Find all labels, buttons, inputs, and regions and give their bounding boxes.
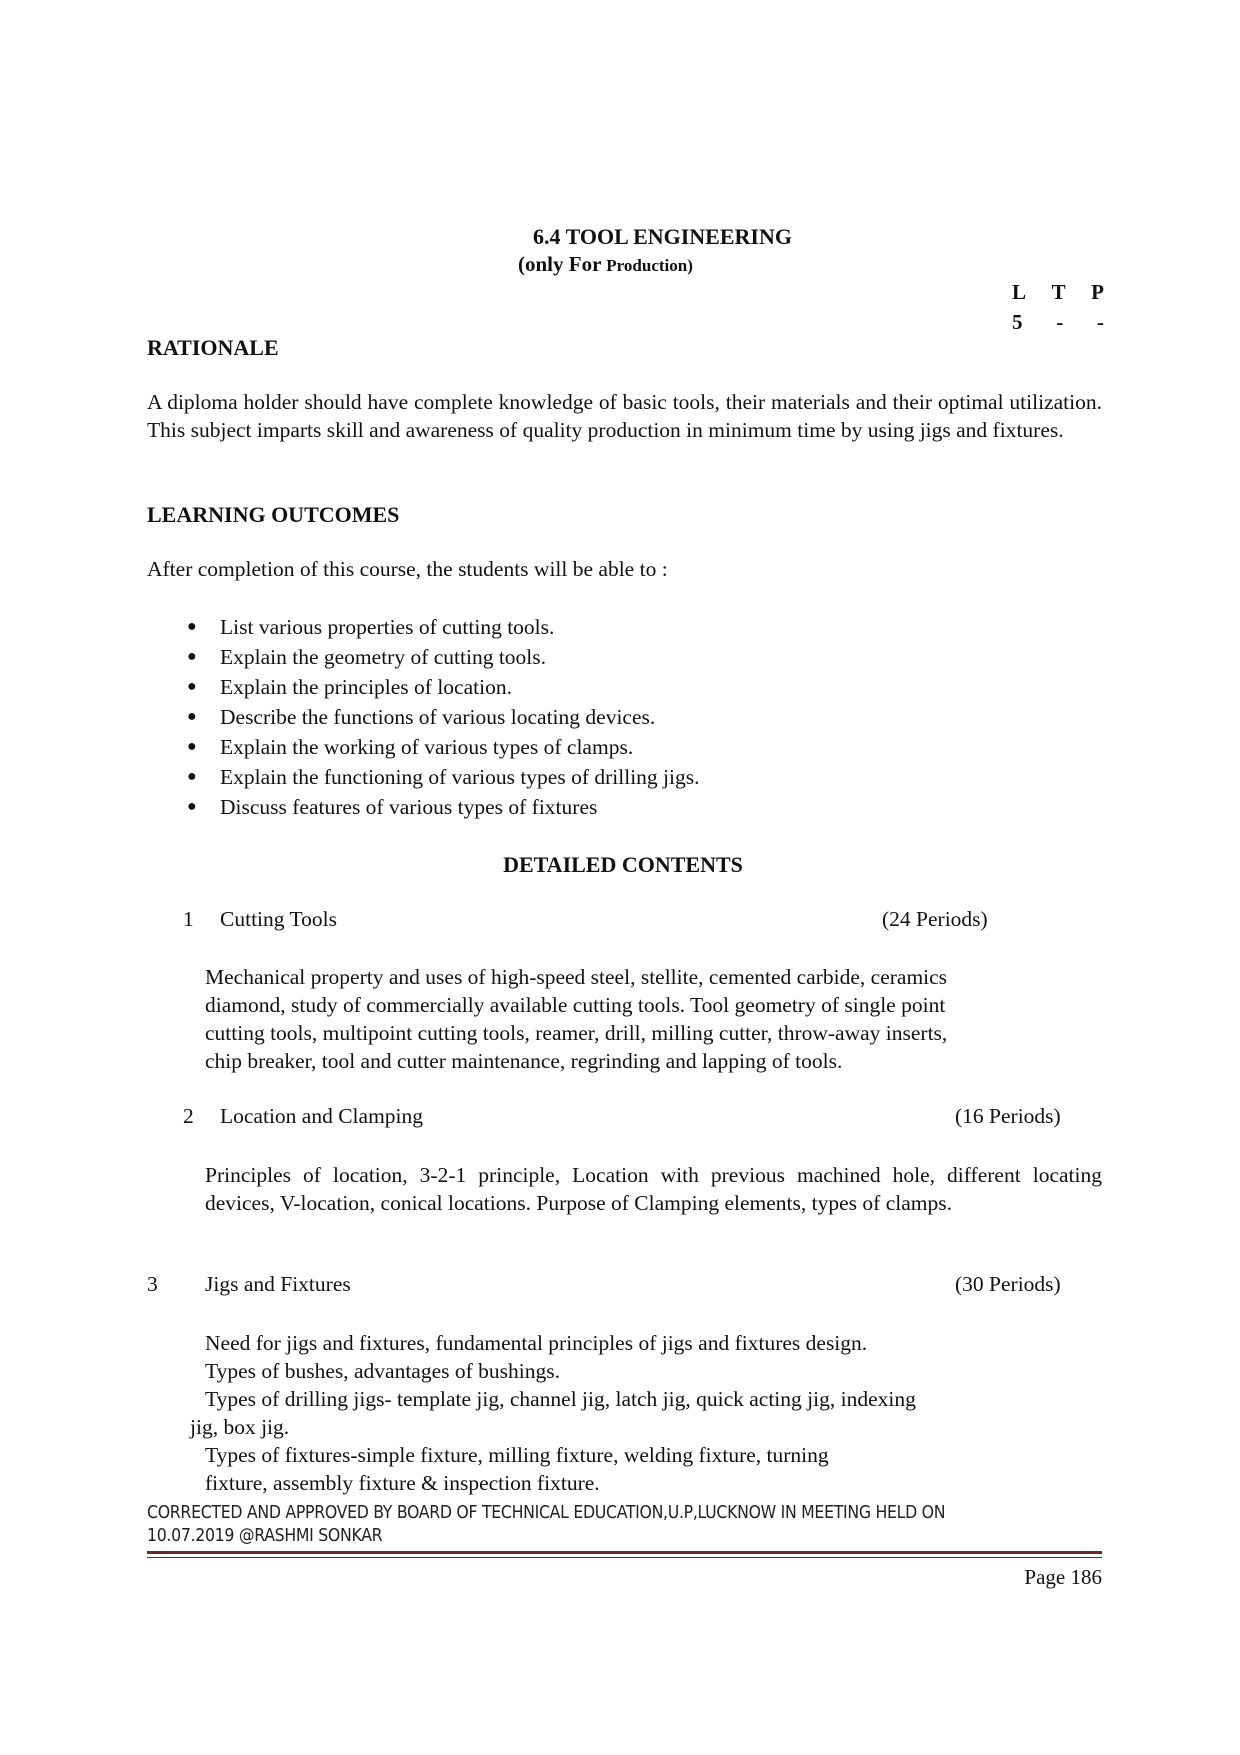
subtitle-prefix: (only For	[518, 252, 607, 276]
list-item-text: Discuss features of various types of fixtures	[220, 795, 598, 819]
course-title: 6.4 TOOL ENGINEERING	[533, 224, 792, 249]
bullet-icon: ●	[187, 648, 197, 665]
course-subtitle	[518, 252, 693, 277]
section-1-body	[205, 963, 1105, 1075]
list-item	[147, 792, 700, 822]
section-3-periods: (30 Periods)	[955, 1272, 1061, 1296]
list-item-text: Explain the functioning of various types of drilling jigs.	[220, 765, 700, 789]
list-item-text: Explain the geometry of cutting tools.	[220, 645, 547, 669]
section-1-line: Mechanical property and uses of high-speed steel, stellite, cemented carbide, ceramics	[205, 965, 948, 989]
list-item-text: Describe the functions of various locating devices.	[220, 705, 656, 729]
section-2-periods: (16 Periods)	[955, 1104, 1061, 1128]
section-3-body	[190, 1329, 1100, 1497]
bullet-icon: ●	[187, 768, 197, 785]
ltp-label-l: L	[1012, 280, 1027, 304]
bullet-icon: ●	[187, 618, 197, 635]
section-1-line: cutting tools, multipoint cutting tools, reamer, drill, milling cutter, throw-away inserts,	[205, 1021, 948, 1045]
ltp-labels-row	[1012, 277, 1104, 307]
list-item-text: Explain the principles of location.	[220, 675, 512, 699]
approval-note	[147, 1502, 945, 1548]
ltp-label-p: P	[1091, 280, 1104, 304]
bullet-icon: ●	[187, 708, 197, 725]
section-3-line: fixture, assembly fixture & inspection fixture.	[205, 1471, 600, 1495]
detailed-contents-heading: DETAILED CONTENTS	[503, 852, 743, 877]
bullet-icon: ●	[187, 678, 197, 695]
learning-outcomes-intro: After completion of this course, the students will be able to :	[147, 557, 668, 581]
ltp-values-row	[1012, 307, 1104, 337]
list-item	[147, 612, 700, 642]
learning-outcomes-list	[147, 612, 700, 822]
list-item	[147, 702, 700, 732]
rationale-heading: RATIONALE	[147, 335, 279, 360]
page-number: Page 186	[1024, 1565, 1102, 1589]
learning-outcomes-heading: LEARNING OUTCOMES	[147, 502, 400, 527]
footer-rule-thick	[147, 1551, 1102, 1554]
ltp-value-l: 5	[1012, 310, 1023, 334]
list-item-text: List various properties of cutting tools.	[220, 615, 555, 639]
approval-note-line: CORRECTED AND APPROVED BY BOARD OF TECHNICAL EDUCATION,U.P,LUCKNOW IN MEETING HELD ON	[147, 1503, 946, 1523]
section-2-number: 2	[183, 1104, 194, 1128]
section-2-body: Principles of location, 3-2-1 principle, Location with previous machined hole, different locating devices, V-location, conical locations. Purpose of Clamping elements, types of clamps.	[205, 1163, 1102, 1215]
approval-note-line: 10.07.2019 @RASHMI SONKAR	[147, 1526, 383, 1546]
section-1-periods: (24 Periods)	[882, 907, 988, 931]
list-item	[147, 732, 700, 762]
bullet-icon: ●	[187, 798, 197, 815]
section-3-line: Types of bushes, advantages of bushings.	[205, 1359, 560, 1383]
section-1-line: diamond, study of commercially available cutting tools. Tool geometry of single point	[205, 993, 946, 1017]
ltp-table	[1012, 277, 1104, 337]
subtitle-small: Production)	[606, 256, 693, 275]
ltp-value-t: -	[1056, 310, 1064, 334]
list-item	[147, 672, 700, 702]
footer-rule-thin	[147, 1557, 1102, 1558]
ltp-value-p: -	[1097, 310, 1104, 334]
ltp-label-t: T	[1051, 280, 1066, 304]
section-3-number: 3	[147, 1272, 158, 1296]
section-3-title: Jigs and Fixtures	[205, 1272, 351, 1296]
section-1-line: chip breaker, tool and cutter maintenance, regrinding and lapping of tools.	[205, 1049, 843, 1073]
section-1-title: Cutting Tools	[220, 907, 337, 931]
rationale-text: A diploma holder should have complete knowledge of basic tools, their materials and their optimal utilization. This subject imparts skill and awareness of quality production in minimum time by using jigs and fixtures.	[147, 390, 1102, 442]
list-item-text: Explain the working of various types of clamps.	[220, 735, 634, 759]
bullet-icon: ●	[187, 738, 197, 755]
section-1-number: 1	[183, 907, 194, 931]
section-3-line: Types of fixtures-simple fixture, milling fixture, welding fixture, turning	[205, 1443, 829, 1467]
section-3-line: jig, box jig.	[190, 1415, 290, 1439]
list-item	[147, 762, 700, 792]
list-item	[147, 642, 700, 672]
section-3-line: Types of drilling jigs- template jig, channel jig, latch jig, quick acting jig, indexing	[205, 1387, 916, 1411]
section-2-title: Location and Clamping	[220, 1104, 424, 1128]
section-3-line: Need for jigs and fixtures, fundamental principles of jigs and fixtures design.	[205, 1331, 868, 1355]
